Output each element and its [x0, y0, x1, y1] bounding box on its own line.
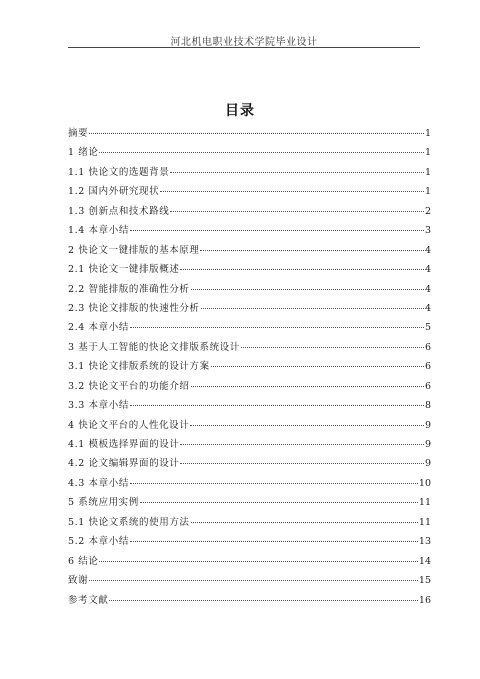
dot-leader — [130, 405, 424, 406]
dot-leader — [200, 250, 423, 251]
toc-entry-page: 3 — [424, 225, 431, 237]
dot-leader — [241, 347, 424, 348]
toc-entry-label: 3.1 快论文排版系统的设计方案 — [68, 361, 210, 373]
toc-entry[interactable] — [68, 260, 431, 279]
dot-leader — [191, 289, 424, 290]
toc-entry[interactable] — [68, 280, 431, 299]
toc-entry-page: 9 — [424, 439, 431, 450]
toc-entry-label: 4.3 本章小结 — [68, 477, 129, 489]
toc-entry-label: 2.2 智能排版的准确性分析 — [68, 283, 190, 295]
dot-leader — [109, 600, 418, 601]
dot-leader — [180, 444, 424, 445]
toc-entry-page: 6 — [424, 341, 431, 353]
toc-entry[interactable] — [68, 241, 431, 260]
dot-leader — [180, 269, 424, 270]
dot-leader — [190, 425, 424, 426]
toc-entry[interactable] — [68, 396, 431, 415]
toc-entry[interactable] — [68, 202, 431, 221]
dot-leader — [170, 172, 424, 173]
toc-entry-label: 2.3 快论文排版的快速性分析 — [68, 302, 200, 314]
toc-entry-label: 3 基于人工智能的快论文排版系统设计 — [68, 341, 240, 353]
toc-title: 目录 — [225, 103, 255, 119]
dot-leader — [130, 483, 418, 484]
toc-entry-label: 1.2 国内外研究现状 — [68, 186, 160, 198]
toc-entry-label: 3.3 本章小结 — [68, 400, 129, 412]
toc-entry-page: 9 — [424, 458, 431, 470]
toc-entry[interactable] — [68, 318, 431, 337]
toc-entry-page: 4 — [424, 302, 431, 314]
toc-entry-label: 6 结论 — [68, 555, 99, 567]
toc-entry[interactable] — [68, 454, 431, 473]
dot-leader — [89, 580, 418, 581]
toc-entry-label: 2.4 本章小结 — [68, 322, 129, 334]
dot-leader — [211, 366, 424, 367]
toc-entry-page: 16 — [418, 594, 431, 606]
dot-leader — [99, 152, 423, 153]
dot-leader — [201, 308, 424, 309]
toc-entry-page: 11 — [418, 497, 431, 509]
dot-leader — [89, 133, 424, 134]
toc-entry-label: 1.1 快论文的选题背景 — [68, 166, 170, 178]
dot-leader — [180, 463, 424, 464]
dot-leader — [170, 211, 424, 212]
toc-entry-label: 参考文献 — [68, 594, 109, 606]
toc-entry-label: 4.1 模板选择界面的设计 — [68, 439, 180, 450]
toc-entry-page: 1 — [424, 147, 431, 159]
toc-entry-label: 2 快论文一键排版的基本原理 — [68, 244, 200, 256]
toc-entry[interactable] — [68, 338, 431, 357]
toc-entry[interactable] — [68, 221, 431, 240]
toc-entry[interactable] — [68, 357, 431, 376]
toc-entry-page: 4 — [424, 244, 431, 256]
toc-entry-page: 15 — [418, 575, 431, 587]
toc-entry-label: 5.1 快论文系统的使用方法 — [68, 516, 190, 528]
toc-entry-label: 1.3 创新点和技术路线 — [68, 205, 170, 217]
toc-entry[interactable] — [68, 416, 431, 435]
toc-entry-label: 致谢 — [68, 575, 89, 587]
toc-entry-label: 1.4 本章小结 — [68, 225, 129, 237]
dot-leader — [130, 230, 424, 231]
toc-entry[interactable] — [68, 591, 431, 610]
toc-entry[interactable] — [68, 377, 431, 396]
toc-entry[interactable] — [68, 182, 431, 201]
toc-entry-page: 1 — [424, 166, 431, 178]
toc-entry-page: 6 — [424, 380, 431, 392]
toc-entry-page: 10 — [418, 477, 431, 489]
dot-leader — [160, 191, 424, 192]
toc-entry[interactable] — [68, 493, 431, 512]
toc-entry[interactable] — [68, 143, 431, 162]
toc-entry-page: 11 — [418, 516, 431, 528]
toc-entry-page: 1 — [424, 128, 431, 139]
toc-entry-page: 9 — [424, 419, 431, 431]
toc-entry[interactable] — [68, 571, 431, 590]
toc-entry-label: 2.1 快论文一键排版概述 — [68, 264, 180, 276]
dot-leader — [99, 561, 417, 562]
toc-entry[interactable] — [68, 299, 431, 318]
toc-entry[interactable] — [68, 532, 431, 551]
toc-entry-page: 6 — [424, 361, 431, 373]
toc-entry-label: 3.2 快论文平台的功能介绍 — [68, 380, 190, 392]
dot-leader — [191, 522, 418, 523]
toc-entry-page: 2 — [424, 205, 431, 217]
toc-entry-label: 5.2 本章小结 — [68, 536, 129, 548]
toc-entry-page: 8 — [424, 400, 431, 412]
toc-entry[interactable] — [68, 124, 431, 143]
dot-leader — [191, 386, 424, 387]
toc-entry-label: 4 快论文平台的人性化设计 — [68, 419, 190, 431]
dot-leader — [130, 327, 424, 328]
toc-entry[interactable] — [68, 513, 431, 532]
table-of-contents — [68, 124, 431, 610]
toc-entry-page: 14 — [418, 555, 431, 567]
toc-entry[interactable] — [68, 474, 431, 493]
header-rule — [68, 47, 420, 48]
toc-entry[interactable] — [68, 435, 431, 454]
page-header: 河北机电职业技术学院毕业设计 — [170, 37, 318, 48]
toc-entry-page: 4 — [424, 264, 431, 276]
toc-entry-page: 1 — [424, 186, 431, 198]
toc-entry-page: 5 — [424, 322, 431, 334]
toc-entry-label: 1 绪论 — [68, 147, 99, 159]
toc-entry-page: 13 — [418, 536, 431, 548]
dot-leader — [130, 541, 418, 542]
toc-entry-page: 4 — [424, 283, 431, 295]
toc-entry-label: 5 系统应用实例 — [68, 497, 139, 509]
toc-entry[interactable] — [68, 163, 431, 182]
toc-entry-label: 4.2 论文编辑界面的设计 — [68, 458, 180, 470]
toc-entry[interactable] — [68, 552, 431, 571]
dot-leader — [140, 502, 418, 503]
toc-entry-label: 摘要 — [68, 128, 89, 139]
